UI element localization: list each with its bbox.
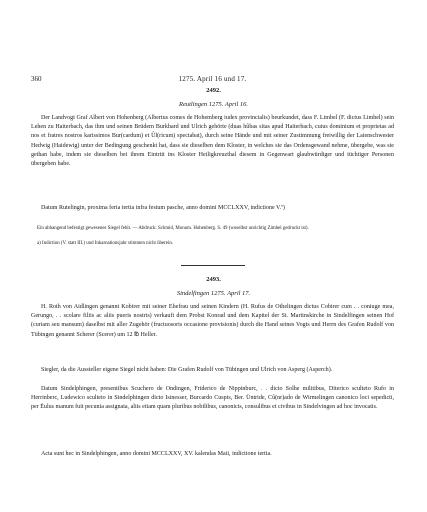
acta-paragraph: Acta sunt hec in Sindelphingen, anno domini MCCLXXV, XV. kalendas Maii, indictione tertia. bbox=[41, 451, 272, 457]
page-header bbox=[31, 75, 394, 85]
section-divider bbox=[181, 265, 245, 266]
sealer-paragraph: Siegler, da die Aussteller eigene Siegel nicht haben: Die Grafen Rudolf von Tübingen und Ulrich von Asperg (Asperch). bbox=[41, 367, 333, 373]
page-number: 360 bbox=[31, 75, 42, 83]
document-dateline: Reutlingen 1275. April 16. bbox=[178, 101, 249, 108]
document-number: 2492. bbox=[206, 87, 221, 94]
witness-paragraph: Datum Sindelphingen, presentibus Scuchero de Ondingen, Friderico de Nippinburc, . . dicto Solhe militibus, Diterico sculteto Rufo in Herrinberc, Ludewico sculteto in Sindelphingen dicto Isinesser, Burcardo Cuspis, Ber. Üntride, Cû(nr)ado de Wirmelingen canonico loci sepedicti, per Ēulus manum fuit pecunia assignata, aliis etiam quam pluribus nobilibus, canonicis, consulibus et civibus in Sindelvingen ad hoc invocatis. bbox=[31, 386, 394, 411]
running-title: 1275. April 16 und 17. bbox=[178, 75, 247, 83]
regest-paragraph: Der Landvogt Graf Albert von Hohenberg (Albertus comes de Hohemberg iudex provincialis) beurkundet, dass F. Limbel (F. dictus Limbel) sein Lehen zu Haiterbach, das ihm und seinen Brüdern Burkhard und Ulrich gehörte (duas hûbas sitas apud Haiterbach, cuius dominium et proprietas ad nos et fratres nostros karissimos Bur(cardum) et Ûl(ricum) spectabat), durch seine Hände und mit seiner Zustimmung freiwillig der Laienschwester Hedwig (Haidewig) unter der Bedingung geschenkt hat, dass sie dieselben dem Kloster, in welches sie das Ordensgewand nehme, übergebe, was sie gethan habe, indem sie dieselben bei ihrem Eintritt ins Kloster Heiligkreuzthal diesem in Gegenwart glaubwürdiger und tüchtiger Personen übergeben habe. bbox=[31, 115, 394, 168]
datum-paragraph: Datum Rutelingin, proxima feria tertia infra festum pasche, anno domini MCCLXXV, indictione V.ª) bbox=[41, 205, 285, 211]
regest-paragraph: H. Roth von Aidlingen genannt Kobirer mit seiner Ehefrau und seinen Kindern (H. Rufus de Othelingen dictus Cobirer cum . . coniuge mea, Gerungo, . . scolare filiis ac aliis pueris nostris) verkauft dem Probst Konrad und dem Kapitel der St. Martinskirche in Sindelfingen seinen Hof (curiam seu mansum) daselbst mit aller Zugehör (fructuosoris occasione provisionis) durch die Hand seines Vogts und Herrn des Grafen Rudolf von Tübingen genannt Scherer (Scerer) um 12 ℔ Heller. bbox=[31, 304, 394, 338]
seal-note: Ein abhangend befestigt gewesenes Siegel fehlt. — Abdruck: Schmid, Monum. Hohenberg. S. 49 (woselbst unrichtig Zimbel gedruckt ist). bbox=[37, 226, 309, 231]
document-number: 2493. bbox=[206, 276, 221, 283]
footnote: a) Indiction (V. statt III.) und Inkarnationsjahr stimmen nicht überein. bbox=[37, 241, 173, 246]
document-dateline: Sindelfingen 1275. April 17. bbox=[176, 290, 251, 297]
